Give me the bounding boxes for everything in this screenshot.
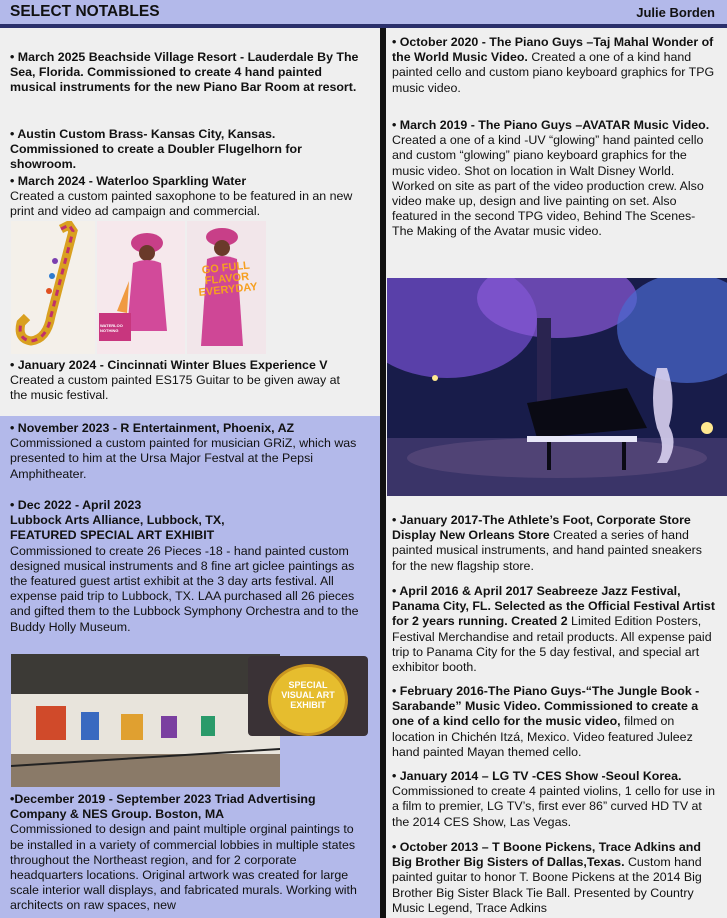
entry-r-entertainment <box>10 421 370 482</box>
entry-subheading: Lubbock Arts Alliance, Lubbock, TX, <box>10 513 225 528</box>
entry-heading: •December 2019 - September 2023 Triad Advertising Company & NES Group. Boston, MA <box>10 792 316 822</box>
avatar-piano-photo <box>387 278 727 496</box>
entry-heading: • February 2016-The Piano Guys-“The Jungle Book -Sarabande” Music Video. Commissioned to create a one of a kind cello for the music video, <box>392 684 700 729</box>
entry-heading: • March 2025 Beachside Village Resort - Lauderdale By The Sea, Florida. Commissioned to create 4 hand painted musical instruments for the new Piano Bar Room at resort. <box>10 50 359 95</box>
entry-text: Created a series of hand painted musical instruments, and hand painted sneakers for the new flagship store. <box>392 528 702 573</box>
entry-text: Commissioned a custom painted for musician GRiZ, which was presented to him at the Ursa Major Festval at the Pepsi Amphitheater. <box>10 436 357 481</box>
entry-lubbock <box>10 498 370 635</box>
entry-heading: • October 2013 – T Boone Pickens, Trace Adkins and Big Brother Big Sisters of Dallas,Texas. <box>392 840 701 870</box>
entry-text: Commissioned to design and paint multiple orginal paintings to be installed in a variety of commercial lobbies in multiple states throughout the Northeast region, and for 2 corporate headquarters locations. Original artwork was created for large scale interior wall displays, and fabricated murals. Working with architects on raw spaces, new <box>10 822 357 913</box>
entry-avatar <box>392 118 717 240</box>
saxophone-photo <box>11 221 95 354</box>
entry-taj-mahal <box>392 35 717 96</box>
entry-athletes-foot <box>392 513 717 574</box>
entry-triad <box>10 792 370 914</box>
entry-seabreeze <box>392 584 717 675</box>
entry-text: Limited Edition Posters, Festival Merchandise and retail products. All expense paid trip to Panama City for the 5 day festival, and special art exhibitor booth. <box>392 614 712 675</box>
entry-text: Created a one of a kind hand painted cello and custom piano keyboard graphics for TPG music video. <box>392 50 715 95</box>
header-rule <box>0 24 727 28</box>
column-divider <box>380 28 386 918</box>
performer-photo-2 <box>187 221 266 354</box>
entry-heading: • January 2017-The Athlete’s Foot, Corporate Store Display New Orleans Store <box>392 513 691 543</box>
entry-heading: • April 2016 & April 2017 Seabreeze Jazz Festival, Panama City, FL. Selected as the Official Festival Artist for 2 years running. Created 2 <box>392 584 715 629</box>
page-header <box>0 0 727 24</box>
entry-cincinnati <box>10 358 355 404</box>
exhibit-sign: SPECIAL VISUAL ART EXHIBIT <box>281 680 335 710</box>
entry-heading: • March 2024 - Waterloo Sparkling Water <box>10 174 247 188</box>
ad-small-text: WATERLOO NOTHING <box>100 323 123 333</box>
entry-text: Custom hand painted guitar to honor T. Boone Pickens at the 2014 Big Brother Big Sister Black Tie Ball. Presented by Country Music Legend, Trace Adkins <box>392 855 702 915</box>
exhibit-photo <box>11 654 280 787</box>
entry-text: Created a custom painted ES175 Guitar to be given away at the music festival. <box>10 373 340 403</box>
entry-heading: • November 2023 - R Entertainment, Phoenix, AZ <box>10 421 295 435</box>
entry-text: Commissioned to create 26 Pieces -18 - hand painted custom designed musical instruments and 8 fine art giclee paintings as the featured guest artist exhibit at the 3 day arts festival. All expense paid trip to Lubbock, TX. LAA purchased all 26 pieces and gifted them to the Lubbock Symphony Orchestra and to the Buddy Holly Museum. <box>10 543 359 634</box>
entry-heading: • March 2019 - The Piano Guys –AVATAR Music Video. <box>392 118 710 132</box>
exhibit-sign-photo <box>248 656 368 736</box>
entry-jungle-book <box>392 684 717 760</box>
entry-beachside <box>10 50 365 96</box>
entry-heading: • October 2020 - The Piano Guys –Taj Mahal Wonder of the World Music Video. <box>392 35 714 65</box>
entry-heading: • Dec 2022 - April 2023 <box>10 498 142 512</box>
page-title: SELECT NOTABLES <box>10 3 160 20</box>
entry-heading: • January 2014 – LG TV -CES Show -Seoul Korea. <box>392 769 682 783</box>
entry-text: Created a custom painted saxophone to be featured in an new print and video ad campaign and commercial. <box>10 189 353 219</box>
author-name: Julie Borden <box>636 5 715 20</box>
entry-lg-tv <box>392 769 717 830</box>
entry-subheading: FEATURED SPECIAL ART EXHIBIT <box>10 528 215 543</box>
entry-text: Commissioned to create 4 painted violins, 1 cello for use in a film to premier, LG TV’s, first ever 86” curved HD TV at the 2014 CES Show, Las Vegas. <box>392 784 716 829</box>
entry-heading: • Austin Custom Brass- Kansas City, Kansas. Commissioned to create a Doubler Flugelhorn for showroom. <box>10 127 302 172</box>
entry-waterloo <box>10 174 355 220</box>
entry-austin <box>10 127 355 173</box>
performer-photo-1 <box>97 221 185 354</box>
ad-slogan: GO FULL FLAVOR EVERYDAY <box>198 259 259 299</box>
entry-t-boone <box>392 840 717 916</box>
entry-text: filmed on location in Chichén Itzá, Mexico. Video featured Juleez hand painted Mayan themed cello. <box>392 714 693 759</box>
entry-text: Created a one of a kind -UV “glowing” hand painted cello and custom “glowing” piano keyboard graphics for the music video. Shot on location in Walt Disney World. Worked on site as part of the video production crew. Also video make up, design and live painting on set. Also featured in the second TPG video, Behind The Scenes- The Making of the Avatar music video. <box>392 133 704 239</box>
entry-heading: • January 2024 - Cincinnati Winter Blues Experience V <box>10 358 328 372</box>
